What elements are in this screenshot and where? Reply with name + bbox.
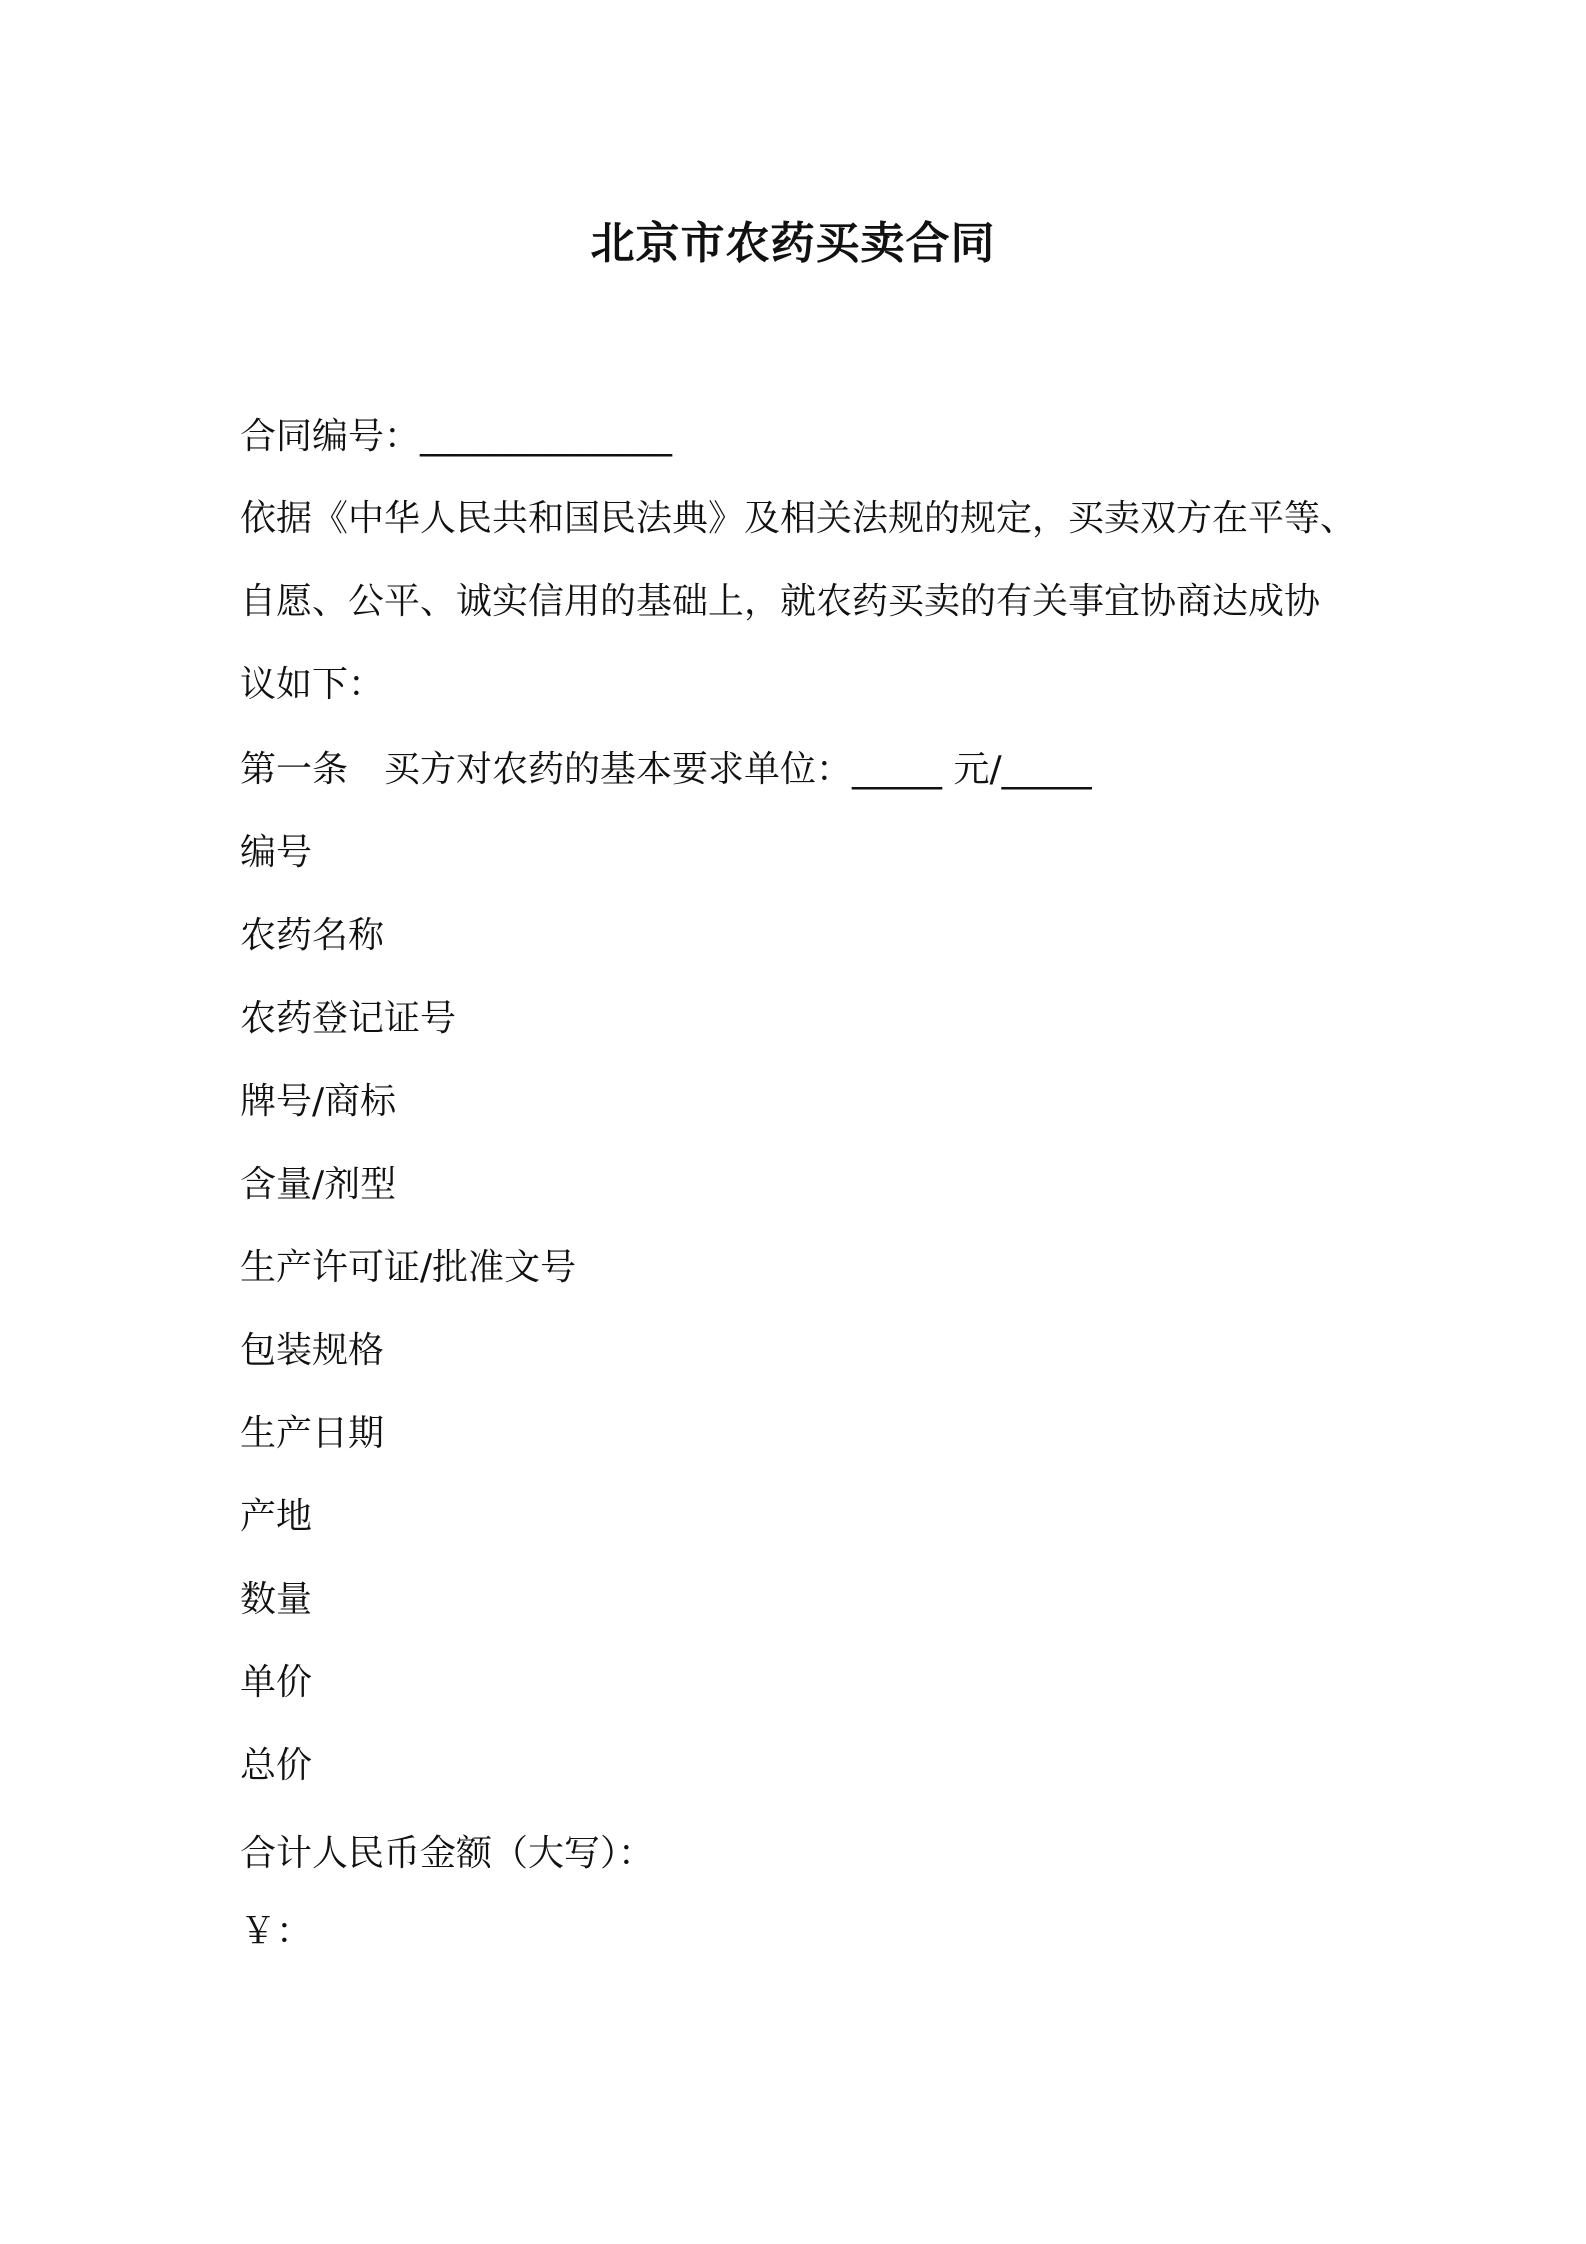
field-package-spec: 包装规格	[240, 1330, 385, 1371]
field-production-license: 生产许可证/批准文号	[240, 1247, 577, 1288]
article-one: 第一条 买方对农药的基本要求单位：_____ 元/_____	[240, 749, 1092, 790]
field-production-date: 生产日期	[240, 1413, 385, 1454]
field-number: 编号	[240, 832, 313, 873]
field-unit-price: 单价	[240, 1662, 313, 1703]
preamble-line-2: 自愿、公平、诚实信用的基础上，就农药买卖的有关事宜协商达成协	[240, 581, 1321, 622]
field-origin: 产地	[240, 1496, 313, 1537]
preamble-line-1: 依据《中华人民共和国民法典》及相关法规的规定，买卖双方在平等、	[240, 498, 1357, 539]
yuan-symbol-label: ￥：	[240, 1911, 313, 1952]
contract-number-line: 合同编号：______________	[240, 416, 673, 457]
document-title: 北京市农药买卖合同	[590, 218, 996, 269]
field-quantity: 数量	[240, 1579, 313, 1620]
field-brand-trademark: 牌号/商标	[240, 1081, 397, 1122]
field-total-price: 总价	[240, 1745, 313, 1786]
field-registration-number: 农药登记证号	[240, 998, 457, 1039]
field-pesticide-name: 农药名称	[240, 915, 385, 956]
total-rmb-label: 合计人民币金额（大写）：	[240, 1833, 655, 1874]
field-content-formulation: 含量/剂型	[240, 1164, 397, 1205]
preamble-line-3: 议如下：	[240, 664, 385, 705]
